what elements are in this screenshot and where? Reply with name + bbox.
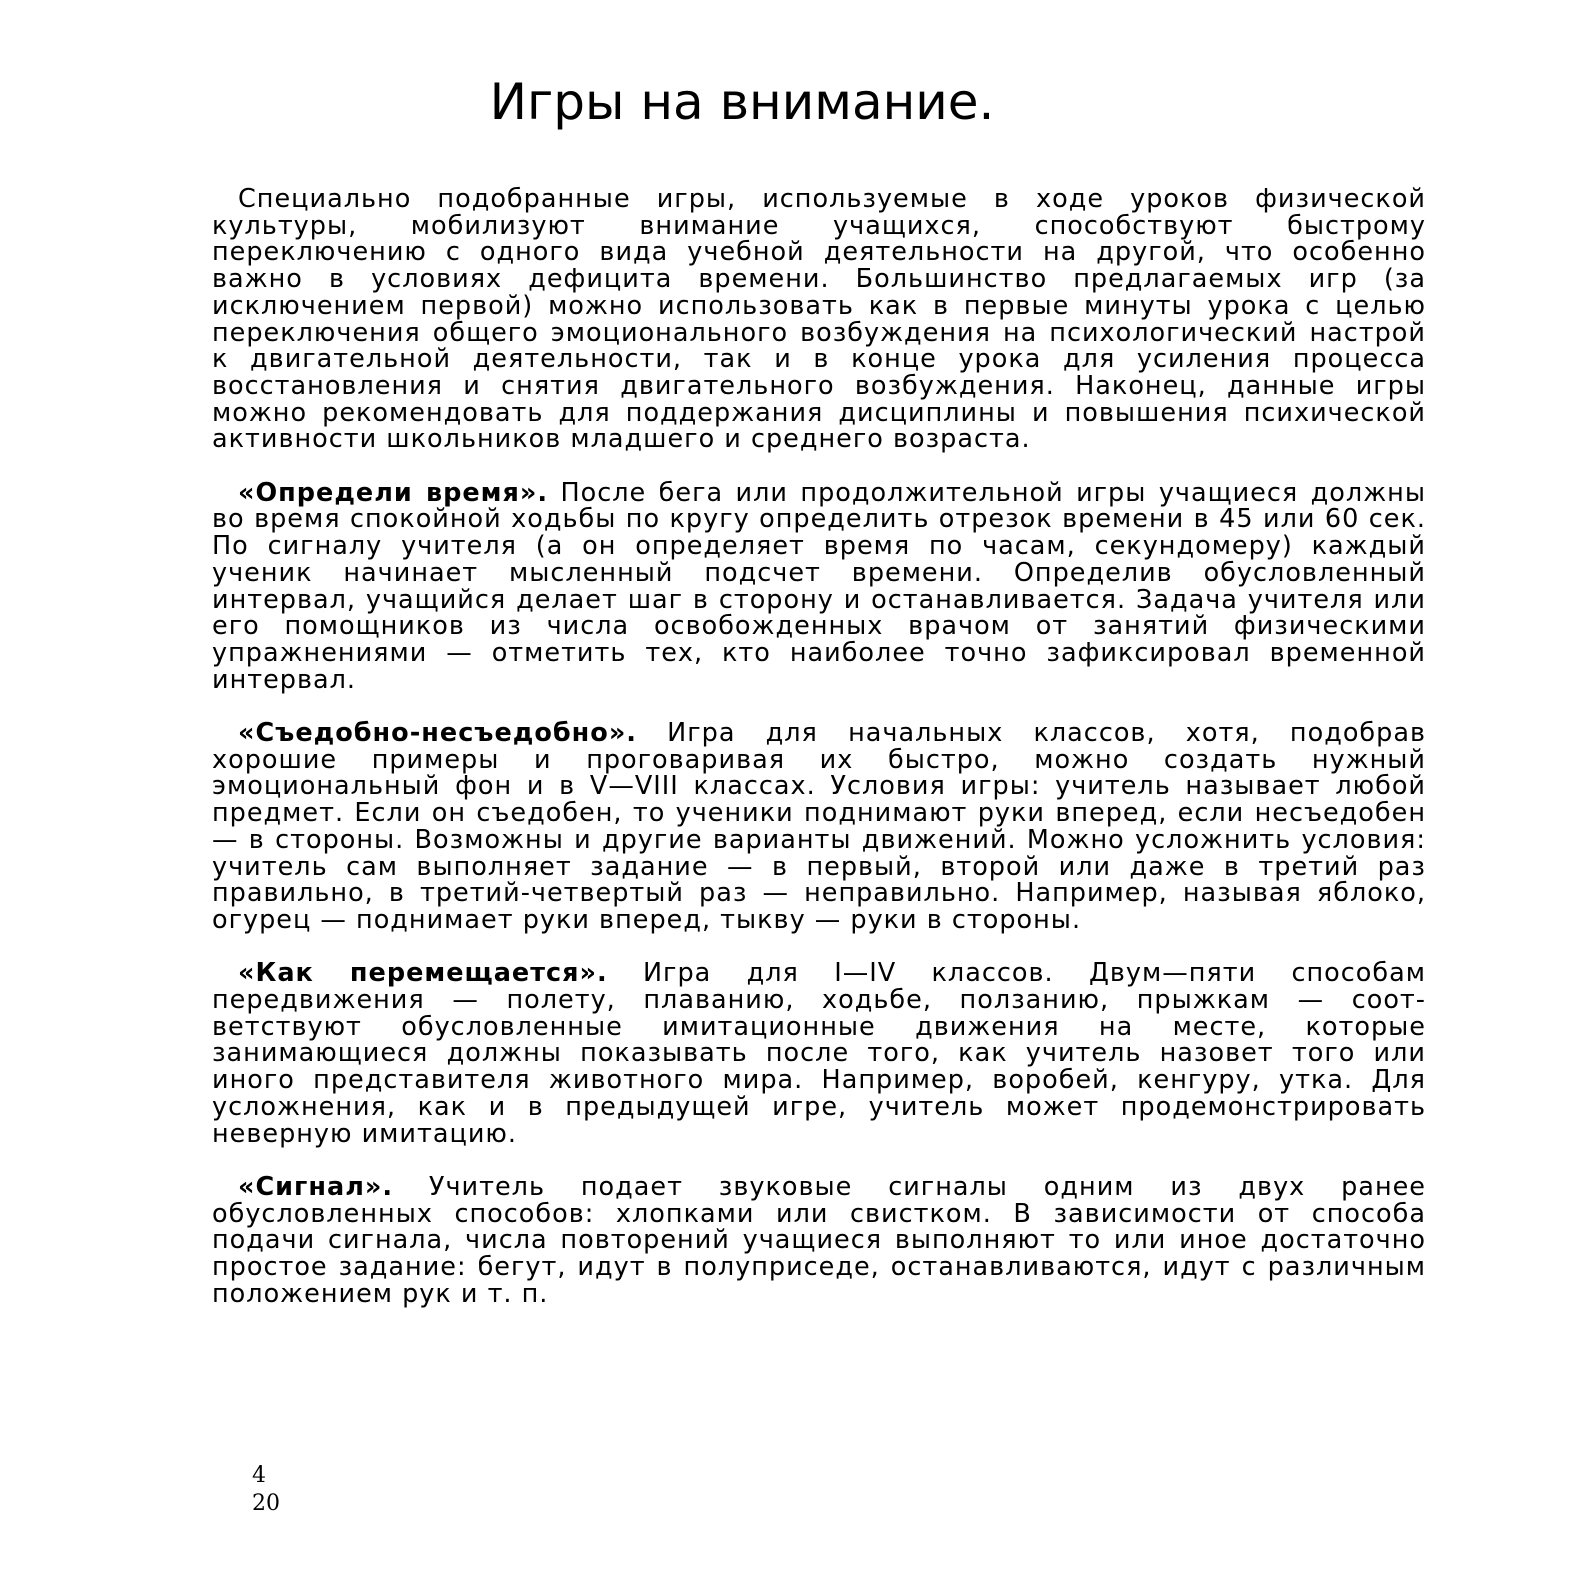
game-paragraph-signal (212, 1171, 1426, 1309)
intro-paragraph (212, 186, 1426, 453)
paragraph-text: После бега или продолжительной игры учащиеся должны во время спокойной ходьбы по кругу определить отрезок времени в 45 или 60 сек. По сигналу учителя (а он определяет время по часам, секундомеру) каждый ученик начинает мысленный подсчет времени. Определив обусловленный интервал, учащийся делает шаг в сторону и останавливается. Задача учителя или его помощников из числа освобожденных врачом от занятий физическими упражнениями — отметить тех, кто наиболее точно зафиксировал временной интервал. (212, 477, 1426, 695)
game-heading: «Определи время». (238, 477, 549, 508)
game-heading: «Съедобно-несъедобно». (238, 718, 637, 749)
game-paragraph-determine-time (212, 477, 1426, 695)
paragraph-text: Игра для начальных классов, хотя, подобрав хорошие примеры и проговаривая их быстро, можно создать нужный эмоциональный фон и в V—VIII классах. Условия игры: учитель называет любой предмет. Если он съедобен, то ученики поднимают руки вперед, если несъедобен — в стороны. Возможны и другие варианты движений. Можно усложнить условия: учитель сам выполняет задание — в первый, второй или даже в третий раз правильно, в третий-четвертый раз — неправильно. Например, называя яблоко, огурец — поднимает руки вперед, тыкву — руки в стороны. (212, 718, 1426, 935)
game-heading: «Сигнал». (238, 1171, 394, 1202)
paragraph-text: Игра для I—IV классов. Двум—пяти способам передвижения — полету, плаванию, ходьбе, ползанию, прыжкам — соот-ветствуют обусловленные имитационные движения на месте, которые занимающиеся должны показывать после того, как учитель назовет того или иного представителя животного мира. Например, воробей, кенгуру, утка. Для усложнения, как и в предыдущей игре, учитель может продемонстрировать неверную имитацию. (212, 958, 1426, 1149)
page-title: Игры на внимание. (489, 73, 995, 131)
game-paragraph-how-it-moves (212, 960, 1426, 1147)
game-paragraph-edible-inedible (212, 720, 1426, 934)
page-number: 4 (252, 1463, 266, 1488)
paragraph-text: Учитель подает звуковые сигналы одним из двух ранее обусловленных способов: хлопками или свистком. В зависимости от способа подачи сигнала, числа повторений учащиеся выполняют то или иное достаточно простое задание: бегут, идут в полуприседе, останавливаются, идут с различным положением рук и т. п. (212, 1171, 1426, 1309)
page-number-block (252, 1462, 280, 1518)
secondary-page-number: 20 (252, 1491, 280, 1516)
document-body (212, 186, 1426, 1334)
game-heading: «Как перемещается». (238, 958, 608, 989)
paragraph-text: Специально подобранные игры, используемые в ходе уроков физической культуры, мобилизуют внимание учащихся, способствуют быстрому переключению с одного вида учебной деятельности на другой, что особенно важно в условиях дефицита времени. Большинство предлагаемых игр (за исключением первой) можно использовать как в первые минуты урока с целью переключения общего эмоционального возбуждения на психологический настрой к двигательной деятельности, так и в конце урока для усиления процесса восстановления и снятия двигательного возбуждения. Наконец, данные игры можно рекомендовать для поддержания дисциплины и повышения психической активности школьников младшего и среднего возраста. (212, 184, 1426, 455)
